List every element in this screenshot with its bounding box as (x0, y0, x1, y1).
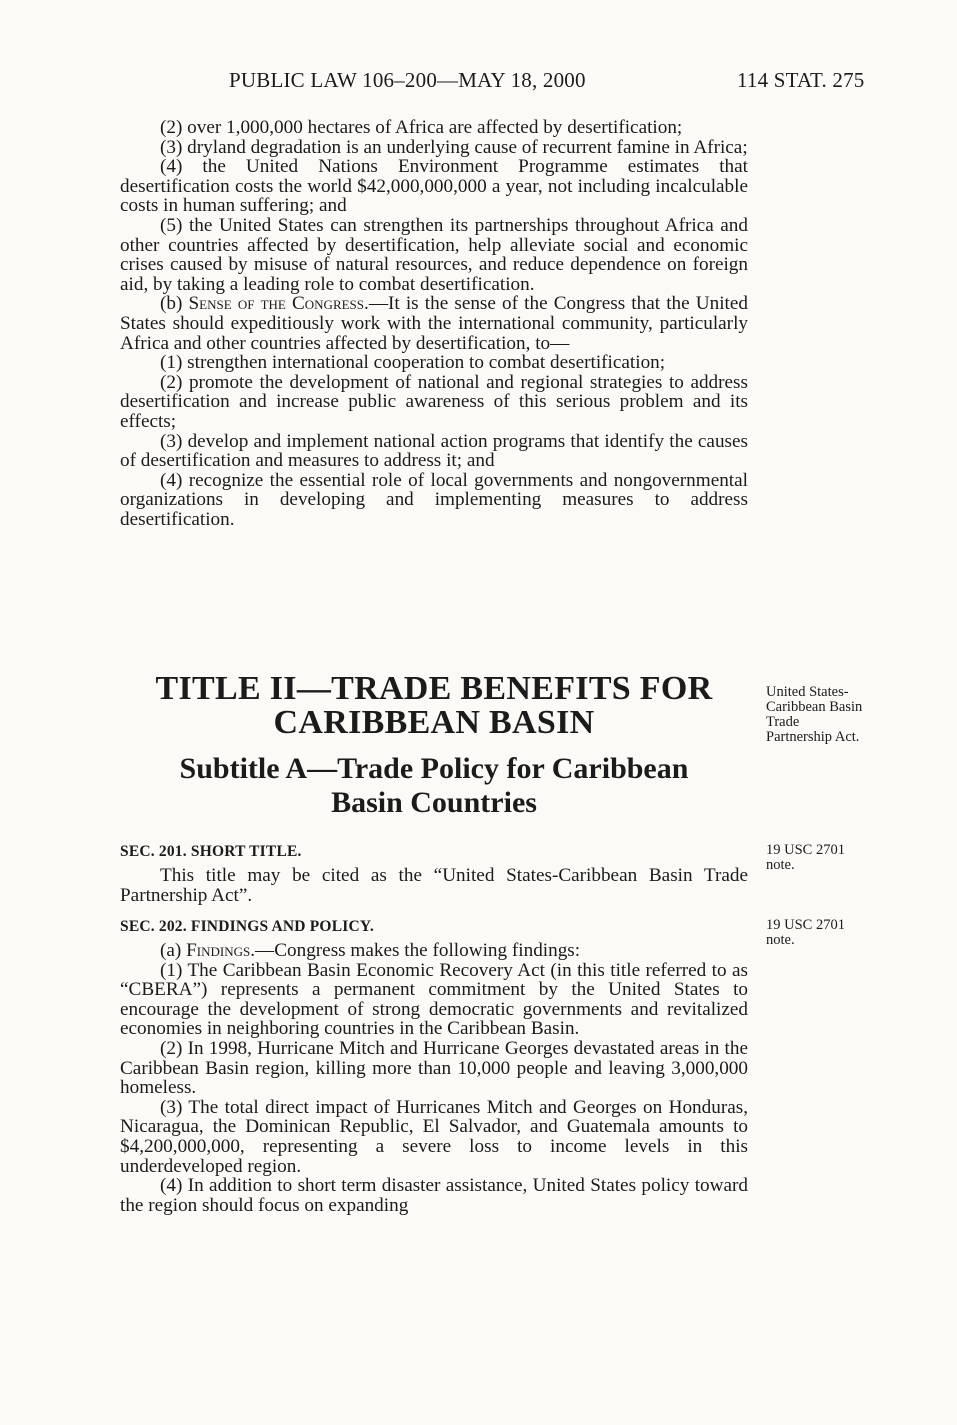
margin-note-line: 19 USC 2701 (766, 842, 845, 858)
finding-2: (2) over 1,000,000 hectares of Africa are affected by desertification; (160, 117, 683, 138)
margin-note-usc-202 (766, 918, 896, 948)
sense-text: .—It is the sense of the Congress that the United States should expeditiously work with the international community, particularly Africa and other countries affected by desertification, to— (120, 293, 748, 354)
section-201-body (120, 866, 748, 905)
findings-intro-text: .—Congress makes the following findings: (250, 940, 581, 961)
sense-of-congress-paragraph (120, 294, 748, 353)
margin-note-line: note. (766, 932, 795, 948)
section-202-body (120, 941, 748, 1215)
title-line-2: CARIBBEAN BASIN (273, 704, 595, 741)
finding-5: (5) the United States can strengthen its partnerships throughout Africa and other countries affected by desertification, help alleviate social and economic crises caused by misuse of natural resources, and reduce dependence on foreign aid, by taking a leading role to combat desertification. (120, 214, 748, 295)
findings-heading: Findings (186, 940, 251, 961)
margin-note-line: 19 USC 2701 (766, 917, 845, 933)
margin-note-short-title (766, 685, 896, 745)
cbera-finding-4: (4) In addition to short term disaster assistance, United States policy toward the region should focus on expanding (120, 1175, 748, 1216)
header-page-number: 114 STAT. 275 (737, 68, 865, 92)
subtitle-heading (120, 752, 748, 820)
sense-label: (b) (160, 293, 189, 315)
section-201-text: This title may be cited as the “United States-Caribbean Basin Trade Partnership Act”. (120, 865, 748, 906)
margin-note-usc-201 (766, 843, 896, 873)
margin-note-line: Partnership Act. (766, 729, 860, 745)
cbera-finding-2: (2) In 1998, Hurricane Mitch and Hurricane Georges devastated areas in the Caribbean Basin region, killing more than 10,000 people and leaving 3,000,000 homeless. (120, 1037, 748, 1099)
cbera-finding-1: (1) The Caribbean Basin Economic Recovery Act (in this title referred to as “CBERA”) represents a permanent commitment by the United States to encourage the development of strong democratic governments and revitalized economies in neighboring countries in the Caribbean Basin. (120, 959, 748, 1040)
header-law-date: PUBLIC LAW 106–200—MAY 18, 2000 (229, 68, 586, 92)
sense-item-3: (3) develop and implement national action programs that identify the causes of desertification and measures to address it; and (120, 430, 748, 472)
section-202-heading: SEC. 202. FINDINGS AND POLICY. (120, 918, 374, 935)
finding-3: (3) dryland degradation is an underlying cause of recurrent famine in Africa; (160, 136, 748, 158)
cbera-finding-3: (3) The total direct impact of Hurricanes Mitch and Georges on Honduras, Nicaragua, the Dominican Republic, El Salvador, and Guatemala amounts to $4,200,000,000, representing a severe loss to income levels in this underdeveloped region. (120, 1096, 748, 1177)
sense-item-4: (4) recognize the essential role of local governments and nongovernmental organizations in developing and implementing measures to address desertification. (120, 469, 748, 530)
findings-intro (120, 941, 748, 961)
sense-heading: Sense of the Congress (188, 293, 365, 315)
margin-note-line: note. (766, 857, 795, 873)
margin-note-line: Caribbean Basin (766, 699, 863, 715)
title-heading (120, 672, 748, 740)
subtitle-line-1: Subtitle A—Trade Policy for Caribbean (179, 752, 689, 785)
margin-note-line: United States- (766, 684, 849, 700)
top-text-block (120, 118, 748, 529)
sense-item-2: (2) promote the development of national and regional strategies to address desertification and increase public awareness of this serious problem and its effects; (120, 371, 748, 432)
running-header (0, 68, 957, 98)
title-line-1: TITLE II—TRADE BENEFITS FOR (155, 670, 713, 707)
findings-label: (a) (160, 940, 187, 961)
margin-note-line: Trade (766, 714, 800, 730)
finding-4: (4) the United Nations Environment Programme estimates that desertification costs the world $42,000,000,000 a year, not including incalculable costs in human suffering; and (120, 156, 748, 217)
section-201-heading: SEC. 201. SHORT TITLE. (120, 843, 302, 860)
subtitle-line-2: Basin Countries (331, 786, 537, 819)
sense-item-1: (1) strengthen international cooperation to combat desertification; (160, 352, 666, 374)
